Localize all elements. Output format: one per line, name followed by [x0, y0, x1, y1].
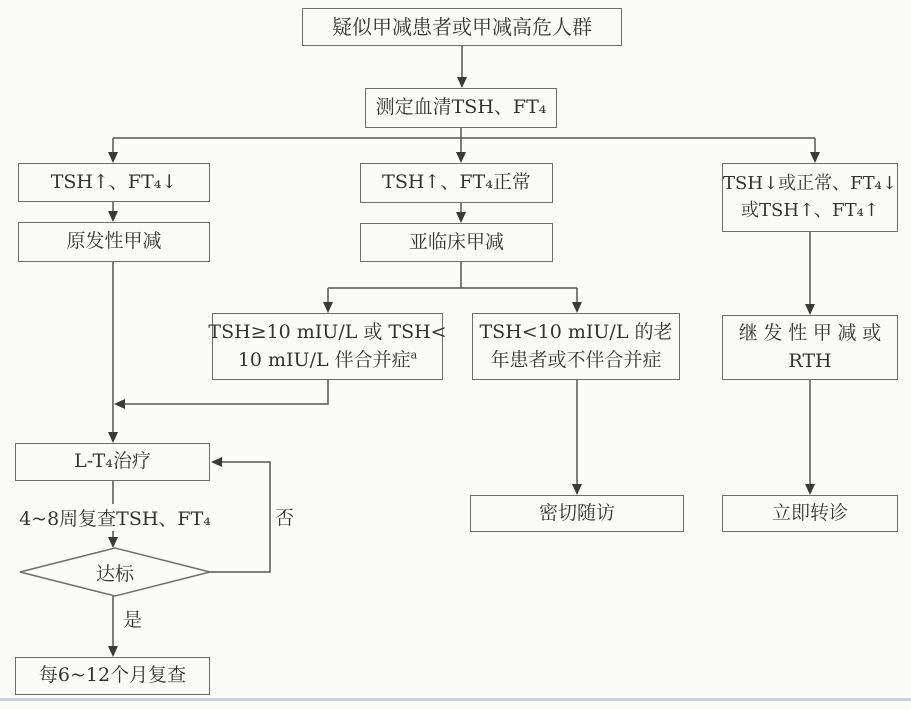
node-tsh-low-elderly [472, 313, 680, 380]
arrow-down-icon [810, 152, 820, 163]
node-sub-left-line2: 10 mIU/L 伴合并症 [237, 348, 411, 371]
node-start [302, 8, 622, 46]
node-measure-label: 测定血清TSH、FT₄ [375, 96, 547, 119]
node-sub-right-line2: 年患者或不伴合并症 [490, 348, 662, 371]
node-primary-hypothyroidism [18, 222, 210, 262]
node-left-result-label: TSH↑、FT₄↓ [50, 170, 178, 193]
node-followup-label: 密切随访 [538, 501, 615, 524]
node-right-result [722, 163, 898, 232]
footnote-marker: a [410, 348, 418, 362]
node-sub-left-line1: TSH≥10 mIU/L 或 TSH< [208, 320, 447, 343]
node-periodic-review [15, 657, 210, 695]
recheck-interval-label: 4~8周复查TSH、FT₄ [15, 504, 215, 531]
node-review-label: 每6~12个月复查 [38, 664, 187, 687]
arrow-down-icon [457, 77, 467, 88]
node-secondary-line2: RTH [788, 349, 832, 372]
node-measure-tsh-ft4 [365, 88, 557, 128]
arrow-left-icon [114, 399, 125, 409]
node-lt4-treatment [15, 443, 210, 481]
arrow-down-icon [108, 432, 118, 443]
decision-goal-label: 达标 [95, 563, 134, 585]
node-secondary-hypothyroidism [722, 315, 898, 380]
arrow-down-icon [108, 152, 118, 163]
page-bottom-rule [0, 698, 911, 701]
node-mid-result [360, 163, 553, 203]
arrow-down-icon [456, 212, 466, 223]
node-left-result [18, 163, 210, 202]
node-subclinical-label: 亚临床甲减 [408, 230, 504, 253]
arrow-down-icon [108, 537, 118, 548]
arrow-down-icon [572, 302, 582, 313]
node-start-label: 疑似甲减患者或甲减高危人群 [332, 14, 592, 39]
arrow-down-icon [323, 302, 333, 313]
node-primary-label: 原发性甲减 [66, 230, 162, 253]
node-sub-right-line1: TSH<10 mIU/L 的老 [479, 320, 673, 343]
node-referral-label: 立即转诊 [771, 501, 848, 524]
node-treatment-label: L-T₄治疗 [74, 450, 151, 473]
node-right-result-line1: TSH↓或正常、FT₄↓ [723, 173, 897, 195]
node-right-result-line2: 或TSH↑、FT₄↑ [741, 199, 879, 221]
arrow-down-icon [108, 646, 118, 657]
arrow-down-icon [108, 211, 118, 222]
node-mid-result-label: TSH↑、FT₄正常 [382, 171, 531, 194]
node-tsh-high-or-comorbidity [208, 313, 447, 380]
node-secondary-line1: 继发性甲减或 [738, 321, 887, 344]
arrow-down-icon [805, 304, 815, 315]
arrow-left-icon [211, 457, 222, 467]
arrow-down-icon [805, 484, 815, 495]
branch-yes-label: 是 [123, 609, 143, 631]
arrow-down-icon [456, 152, 466, 163]
arrow-down-icon [572, 484, 582, 495]
node-close-followup [470, 495, 684, 532]
node-immediate-referral [722, 495, 898, 532]
branch-no-label: 否 [275, 507, 295, 529]
node-subclinical-hypothyroidism [360, 223, 553, 262]
